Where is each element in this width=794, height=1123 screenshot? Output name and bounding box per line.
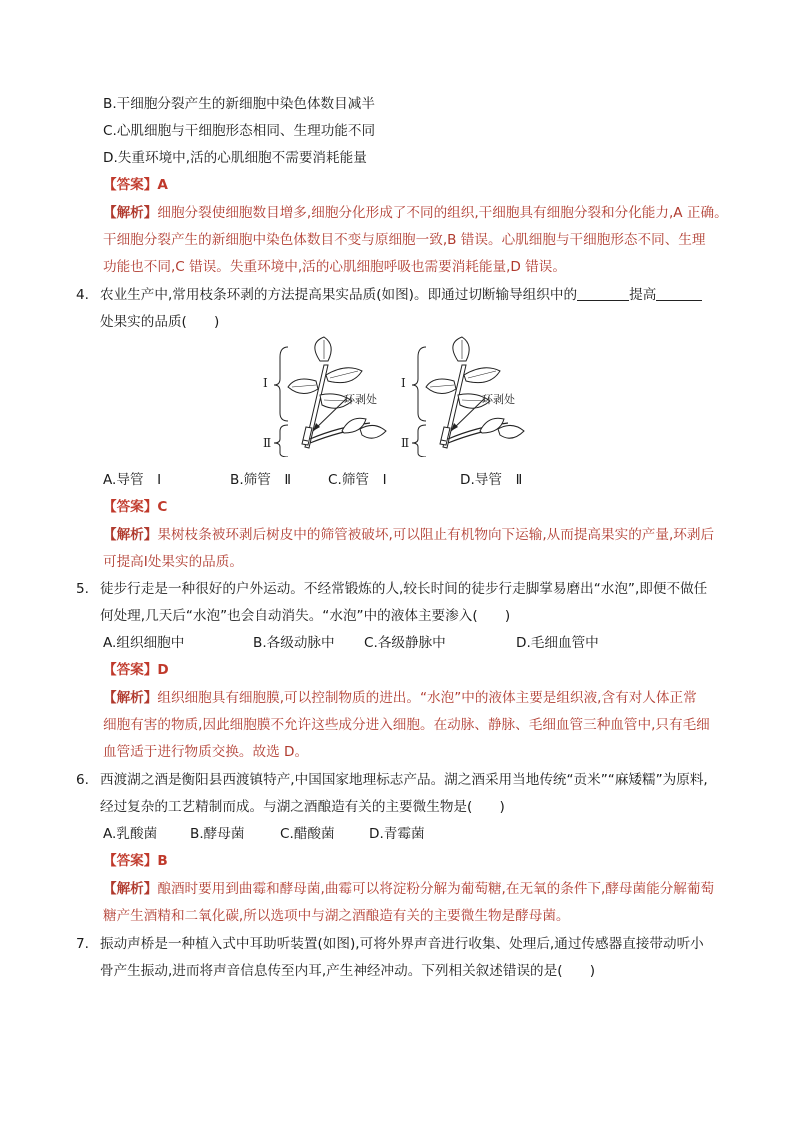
q3-answer: 【答案】A	[103, 177, 168, 193]
q3-analysis-line-3: 功能也不同,C 错误。失重环境中,活的心肌细胞呼吸也需要消耗能量,D 错误。	[103, 259, 566, 275]
q6-analysis-text-1: 酿酒时要用到曲霉和酵母菌,曲霉可以将淀粉分解为葡萄糖,在无氧的条件下,酵母菌能分解葡萄	[157, 881, 715, 897]
q5-answer: 【答案】D	[103, 662, 169, 678]
q4-figure-label-bottom-right: Ⅱ	[401, 436, 410, 450]
q7-stem-line-1: 振动声桥是一种植入式中耳助听装置(如图),可将外界声音进行收集、处理后,通过传感器直接带动听小	[100, 936, 704, 952]
q4-figure-label-top-right: Ⅰ	[401, 376, 406, 390]
q6-answer: 【答案】B	[103, 853, 168, 869]
q6-option-b: B.酵母菌	[190, 826, 245, 842]
q4-option-b: B.筛管 Ⅱ	[230, 472, 292, 488]
q4-girdling-figure	[258, 335, 538, 457]
q6-stem-line-1: 西渡湖之酒是衡阳县西渡镇特产,中国国家地理标志产品。湖之酒采用当地传统“贡米”“麻矮糯”为原料,	[100, 772, 708, 788]
q5-option-c: C.各级静脉中	[364, 635, 446, 651]
q5-analysis-line-3: 血管适于进行物质交换。故选 D。	[103, 744, 309, 760]
q6-option-d: D.青霉菌	[369, 826, 425, 842]
q3-option-d: D.失重环境中,活的心肌细胞不需要消耗能量	[103, 150, 367, 166]
q5-analysis-tag: 【解析】	[103, 690, 158, 706]
q3-analysis-tag: 【解析】	[103, 205, 158, 221]
q4-figure-girdle-label-left: 环剥处	[344, 393, 377, 406]
q6-analysis-line-1	[103, 879, 714, 899]
q5-analysis-line-2: 细胞有害的物质,因此细胞膜不允许这些成分进入细胞。在动脉、静脉、毛细血管三种血管中,只有毛细	[103, 717, 710, 733]
q5-option-d: D.毛细血管中	[516, 635, 599, 651]
q7-stem-line-2: 骨产生振动,进而将声音信息传至内耳,产生神经冲动。下列相关叙述错误的是( )	[100, 963, 596, 979]
q4-option-a: A.导管 Ⅰ	[103, 472, 162, 488]
q3-analysis-text-1: 细胞分裂使细胞数目增多,细胞分化形成了不同的组织,干细胞具有细胞分裂和分化能力,A 正确。	[157, 205, 728, 221]
q4-analysis-text-1: 果树枝条被环剥后树皮中的筛管被破坏,可以阻止有机物向下运输,从而提高果实的产量,环剥后	[157, 527, 715, 543]
q4-option-d: D.导管 Ⅱ	[460, 472, 523, 488]
q5-analysis-text-1: 组织细胞具有细胞膜,可以控制物质的进出。“水泡”中的液体主要是组织液,含有对人体正常	[157, 690, 697, 706]
q3-analysis-line-1	[103, 203, 728, 223]
q4-figure-girdle-label-right: 环剥处	[482, 393, 515, 406]
q4-analysis-line-1	[103, 525, 714, 545]
q3-option-b: B.干细胞分裂产生的新细胞中染色体数目减半	[103, 96, 375, 112]
q5-stem-line-2: 何处理,几天后“水泡”也会自动消失。“水泡”中的液体主要渗入( )	[100, 608, 511, 624]
q6-analysis-tag: 【解析】	[103, 881, 158, 897]
q5-number: 5.	[76, 581, 89, 597]
q5-option-b: B.各级动脉中	[253, 635, 335, 651]
q4-stem-line-2: 处果实的品质( )	[100, 314, 220, 330]
q5-analysis-line-1	[103, 688, 697, 708]
q4-stem-part-b: 提高	[629, 287, 657, 303]
q6-number: 6.	[76, 772, 89, 788]
q4-blank-2	[656, 286, 702, 301]
q3-option-c: C.心肌细胞与干细胞形态相同、生理功能不同	[103, 123, 376, 139]
q7-number: 7.	[76, 936, 89, 952]
q6-option-c: C.醋酸菌	[280, 826, 335, 842]
q4-stem-line-1	[100, 285, 702, 305]
q6-analysis-line-2: 糖产生酒精和二氧化碳,所以选项中与湖之酒酿造有关的主要微生物是酵母菌。	[103, 908, 570, 924]
q4-analysis-line-2: 可提高Ⅰ处果实的品质。	[103, 554, 243, 570]
q4-analysis-tag: 【解析】	[103, 527, 158, 543]
q4-number: 4.	[76, 287, 89, 303]
q4-option-c: C.筛管 Ⅰ	[328, 472, 387, 488]
q4-blank-1	[577, 286, 629, 301]
q6-stem-line-2: 经过复杂的工艺精制而成。与湖之酒酿造有关的主要微生物是( )	[100, 799, 505, 815]
q4-answer: 【答案】C	[103, 499, 168, 515]
q4-figure-label-top-left: Ⅰ	[263, 376, 268, 390]
q4-figure-label-bottom-left: Ⅱ	[263, 436, 272, 450]
q4-stem-part-a: 农业生产中,常用枝条环剥的方法提高果实品质(如图)。即通过切断输导组织中的	[100, 287, 578, 303]
q5-option-a: A.组织细胞中	[103, 635, 185, 651]
q5-stem-line-1: 徒步行走是一种很好的户外运动。不经常锻炼的人,较长时间的徒步行走脚掌易磨出“水泡”,即便不做任	[100, 581, 708, 597]
q6-option-a: A.乳酸菌	[103, 826, 158, 842]
q3-analysis-line-2: 干细胞分裂产生的新细胞中染色体数目不变与原细胞一致,B 错误。心肌细胞与干细胞形态不同、生理	[103, 232, 706, 248]
